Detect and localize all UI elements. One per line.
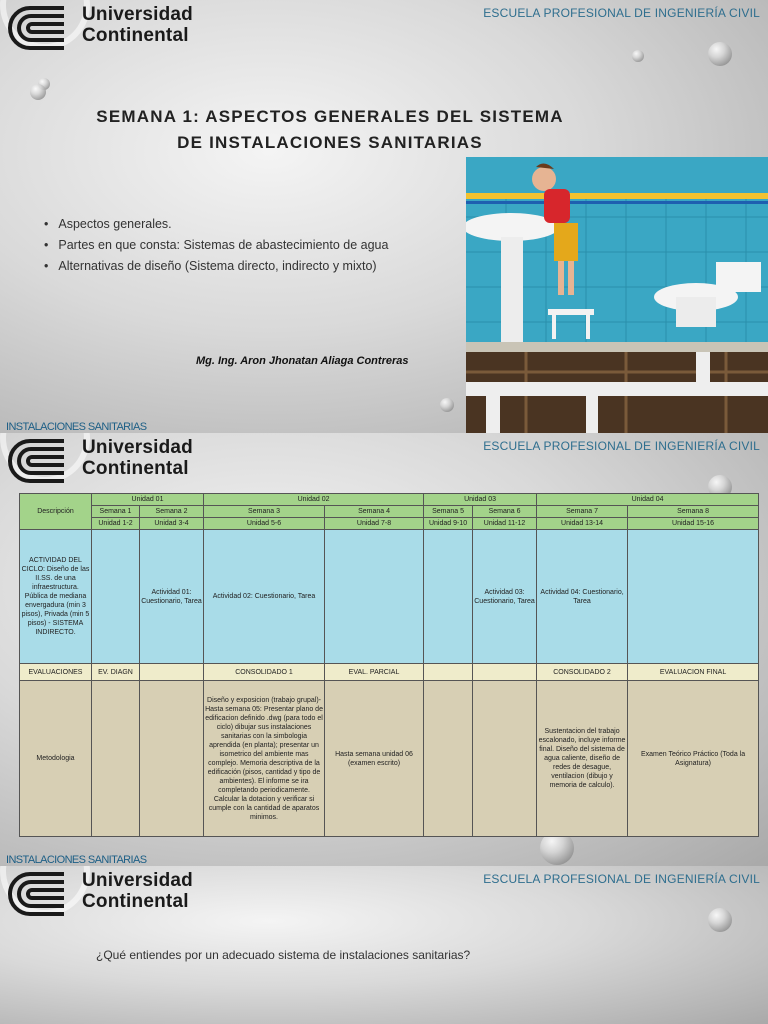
brand-line-1: Universidad xyxy=(82,4,193,25)
title-line-1: SEMANA 1: ASPECTOS GENERALES DEL SISTEMA xyxy=(96,107,564,126)
brand-line-1: Universidad xyxy=(82,437,193,458)
footer-course: INSTALACIONES SANITARIAS xyxy=(6,421,147,433)
cell-eval-parcial: EVAL. PARCIAL xyxy=(325,664,424,681)
slide-3 xyxy=(0,866,768,1024)
header-unidad: Unidad 02 xyxy=(204,494,424,506)
university-logo xyxy=(4,435,204,491)
header-semana: Semana 7 xyxy=(537,506,628,518)
brand-name xyxy=(82,4,193,46)
bullet-list xyxy=(44,214,388,277)
header-semana: Semana 1 xyxy=(92,506,140,518)
table-cell xyxy=(473,681,537,837)
author-name: Mg. Ing. Aron Jhonatan Aliaga Contreras xyxy=(196,355,409,367)
cell-actividad-ciclo: ACTIVIDAD DEL CICLO: Diseño de las II.SS. de una infraestructura. Pública de mediana envergadura (min 3 pisos), Privada (min 5 pisos) - SISTEMA INDIRECTO. xyxy=(20,530,92,664)
course-schedule-table xyxy=(19,493,759,837)
header-unidad-rango: Unidad 5-6 xyxy=(204,518,325,530)
footer-course: INSTALACIONES SANITARIAS xyxy=(6,854,147,866)
header-unidad: Unidad 04 xyxy=(537,494,759,506)
table-cell xyxy=(325,530,424,664)
header-semana: Semana 5 xyxy=(424,506,473,518)
cell-evaluaciones: EVALUACIONES xyxy=(20,664,92,681)
logo-mark-icon xyxy=(4,435,80,491)
cell-actividad-02: Actividad 02: Cuestionario, Tarea xyxy=(204,530,325,664)
cell-metodologia-sem4: Hasta semana unidad 06 (examen escrito) xyxy=(325,681,424,837)
bullet-item: • Alternativas de diseño (Sistema directo, indirecto y mixto) xyxy=(44,256,388,277)
table-cell xyxy=(92,681,140,837)
school-name: ESCUELA PROFESIONAL DE INGENIERÍA CIVIL xyxy=(483,872,760,886)
cell-consolidado-2: CONSOLIDADO 2 xyxy=(537,664,628,681)
bullet-item: • Aspectos generales. xyxy=(44,214,388,235)
header-unidad-rango: Unidad 13-14 xyxy=(537,518,628,530)
university-logo xyxy=(4,2,204,58)
header-unidad-rango: Unidad 7-8 xyxy=(325,518,424,530)
table-cell xyxy=(140,664,204,681)
decorative-bubble xyxy=(30,84,46,100)
brand-line-2: Continental xyxy=(82,25,189,46)
brand-line-1: Universidad xyxy=(82,870,193,891)
table-cell xyxy=(140,681,204,837)
header-unidad: Unidad 01 xyxy=(92,494,204,506)
table-cell xyxy=(424,681,473,837)
header-unidad-rango: Unidad 9-10 xyxy=(424,518,473,530)
header-semana: Semana 8 xyxy=(628,506,759,518)
brand-name xyxy=(82,870,193,912)
decorative-bubble xyxy=(708,42,732,66)
slide-1 xyxy=(0,0,768,433)
header-semana: Semana 4 xyxy=(325,506,424,518)
cell-actividad-01: Actividad 01: Cuestionario, Tarea xyxy=(140,530,204,664)
university-logo xyxy=(4,868,204,924)
header-unidad-rango: Unidad 3-4 xyxy=(140,518,204,530)
cell-metodologia-sem3: Diseño y exposicion (trabajo grupal)-Hasta semana 05: Presentar plano de edificacion definido .dwg (para todo el ciclo) dibujar sus instalaciones sanitarias con la simbologia aprendida (en planta); presentar un isometrico del ambiente mas complejo. Memoria descriptiva de la edificación (pisos, cantidad y tipo de ambientes). El informe se ira completando periodicamente. Calcular la dotacion y verificar si cumple con la cantidad de aparatos minimos. xyxy=(204,681,325,837)
decorative-bubble xyxy=(708,908,732,932)
header-unidad: Unidad 03 xyxy=(424,494,537,506)
header-unidad-rango: Unidad 1-2 xyxy=(92,518,140,530)
table-cell xyxy=(473,664,537,681)
school-name: ESCUELA PROFESIONAL DE INGENIERÍA CIVIL xyxy=(483,439,760,453)
header-semana: Semana 3 xyxy=(204,506,325,518)
school-name: ESCUELA PROFESIONAL DE INGENIERÍA CIVIL xyxy=(483,6,760,20)
title-line-2: DE INSTALACIONES SANITARIAS xyxy=(177,133,483,152)
cell-metodologia: Metodologia xyxy=(20,681,92,837)
table-cell xyxy=(92,530,140,664)
bathroom-photo xyxy=(466,157,768,433)
cell-eval-final: EVALUACION FINAL xyxy=(628,664,759,681)
header-descripcion: Descripción xyxy=(20,494,92,530)
logo-mark-icon xyxy=(4,868,80,924)
header-semana: Semana 6 xyxy=(473,506,537,518)
table-cell xyxy=(424,530,473,664)
question-text: ¿Qué entiendes por un adecuado sistema de instalaciones sanitarias? xyxy=(96,948,471,962)
header-unidad-rango: Unidad 15-16 xyxy=(628,518,759,530)
cell-ev-diagn: EV. DIAGN xyxy=(92,664,140,681)
cell-metodologia-sem7: Sustentacion del trabajo escalonado, incluye informe final. Diseño del sistema de agua caliente, diseño de redes de desague, ventilacion (dibujo y memoria de calculo). xyxy=(537,681,628,837)
logo-mark-icon xyxy=(4,2,80,58)
slide-2 xyxy=(0,433,768,866)
cell-actividad-04: Actividad 04: Cuestionario, Tarea xyxy=(537,530,628,664)
brand-line-2: Continental xyxy=(82,458,189,479)
brand-name xyxy=(82,437,193,479)
brand-line-2: Continental xyxy=(82,891,189,912)
header-semana: Semana 2 xyxy=(140,506,204,518)
bullet-item: • Partes en que consta: Sistemas de abastecimiento de agua xyxy=(44,235,388,256)
header-unidad-rango: Unidad 11-12 xyxy=(473,518,537,530)
cell-actividad-03: Actividad 03: Cuestionario, Tarea xyxy=(473,530,537,664)
table-cell xyxy=(424,664,473,681)
slide-title xyxy=(0,104,660,156)
cell-metodologia-sem8: Examen Teórico Práctico (Toda la Asignatura) xyxy=(628,681,759,837)
decorative-bubble xyxy=(632,50,644,62)
decorative-bubble xyxy=(440,398,454,412)
cell-consolidado-1: CONSOLIDADO 1 xyxy=(204,664,325,681)
table-cell xyxy=(628,530,759,664)
